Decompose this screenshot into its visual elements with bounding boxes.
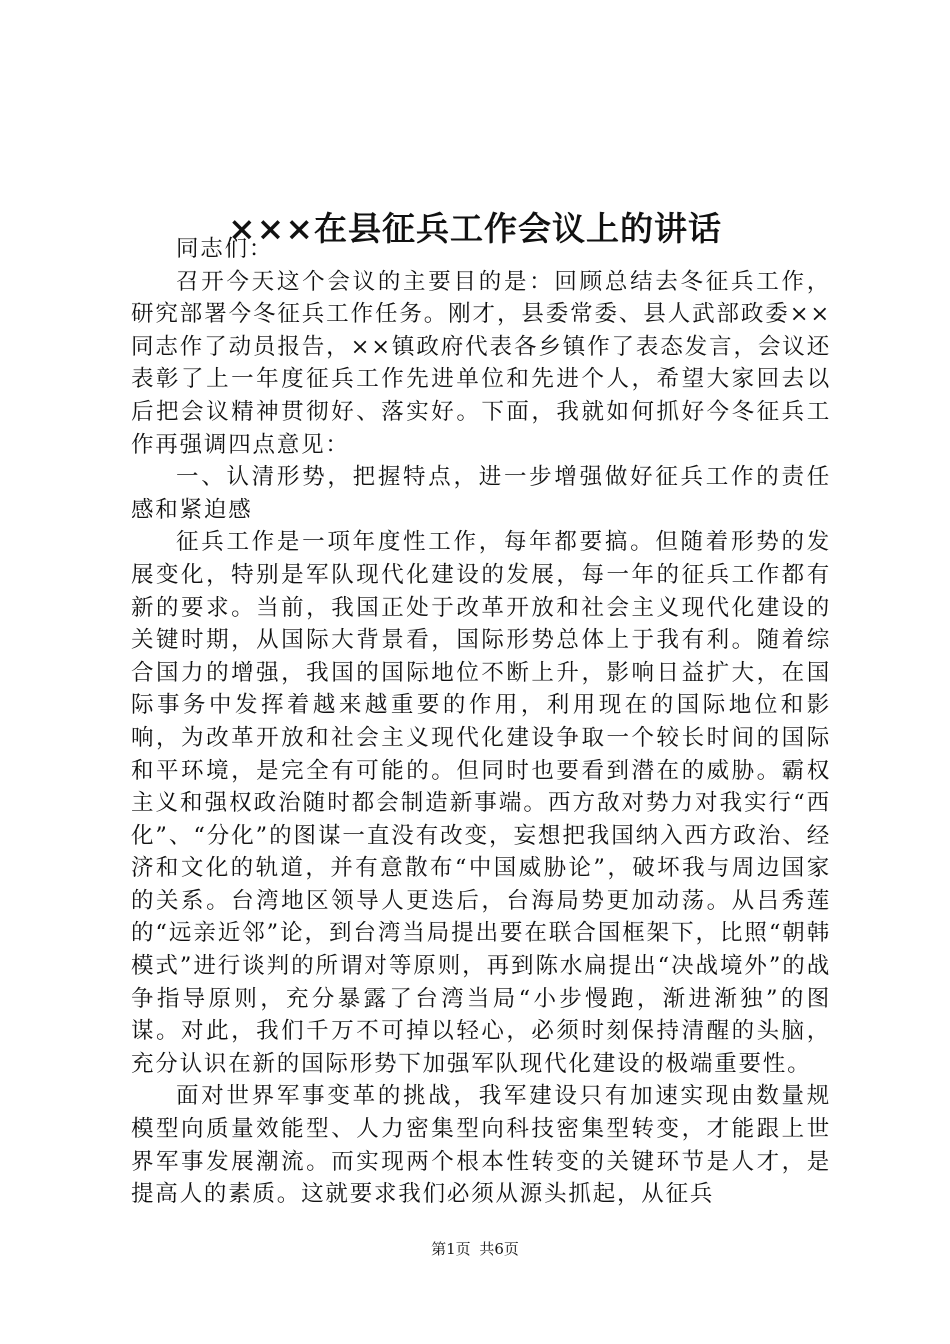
- body-paragraph: 召开今天这个会议的主要目的是：回顾总结去冬征兵工作，研究部署今冬征兵工作任务。刚才，县委常委、县人武部政委××同志作了动员报告，××镇政府代表各乡镇作了表态发言，会议还表彰了上一年度征兵工作先进单位和先进个人，希望大家回去以后把会议精神贯彻好、落实好。下面，我就如何抓好今冬征兵工作再强调四点意见：: [131, 268, 831, 458]
- document-body: [131, 233, 831, 1211]
- document-title: ×××在县征兵工作会议上的讲话: [228, 209, 722, 249]
- salutation-paragraph: 同志们：: [176, 236, 274, 262]
- page-total: 共6页: [479, 1240, 519, 1258]
- body-paragraph: 征兵工作是一项年度性工作，每年都要搞。但随着形势的发展变化，特别是军队现代化建设的发展，每一年的征兵工作都有新的要求。当前，我国正处于改革开放和社会主义现代化建设的关键时期，从国际大背景看，国际形势总体上于我有利。随着综合国力的增强，我国的国际地位不断上升，影响日益扩大，在国际事务中发挥着越来越重要的作用，利用现在的国际地位和影响，为改革开放和社会主义现代化建设争取一个较长时间的国际和平环境，是完全有可能的。但同时也要看到潜在的威胁。霸权主义和强权政治随时都会制造新事端。西方敌对势力对我实行“西化”、“分化”的图谋一直没有改变，妄想把我国纳入西方政治、经济和文化的轨道，并有意散布“中国威胁论”，破坏我与周边国家的关系。台湾地区领导人更迭后，台海局势更加动荡。从吕秀莲的“远亲近邻”论，到台湾当局提出要在联合国框架下，比照“朝韩模式”进行谈判的所谓对等原则，再到陈水扁提出“决战境外”的战争指导原则，充分暴露了台湾当局“小步慢跑，渐进渐独”的图谋。对此，我们千万不可掉以轻心，必须时刻保持清醒的头脑，充分认识在新的国际形势下加强军队现代化建设的极端重要性。: [131, 529, 831, 1077]
- body-paragraph: 面对世界军事变革的挑战，我军建设只有加速实现由数量规模型向质量效能型、人力密集型向科技密集型转变，才能跟上世界军事发展潮流。而实现两个根本性转变的关键环节是人才，是提高人的素质。这就要求我们必须从源头抓起，从征兵: [131, 1083, 831, 1208]
- page-footer: [0, 1238, 950, 1260]
- section-heading-paragraph: 一、认清形势，把握特点，进一步增强做好征兵工作的责任感和紧迫感: [131, 464, 831, 523]
- page-number: 第1页: [431, 1240, 471, 1258]
